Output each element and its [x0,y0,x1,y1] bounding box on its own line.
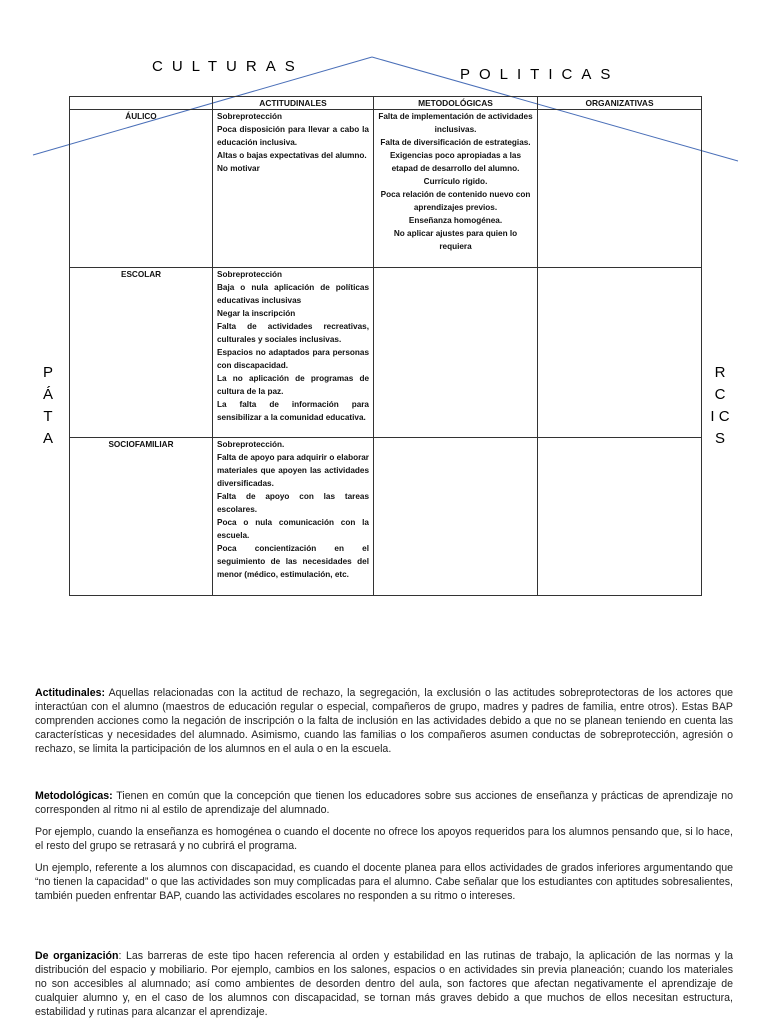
cell-line: Enseñanza homogénea. [408,216,503,225]
note-actitudinales [35,686,733,756]
cell-line: La no aplicación de programas de cultura de la paz. [217,374,369,396]
side-letter: S [714,430,725,447]
cell-aulico-actitudinales [213,110,374,268]
side-letter: A [42,430,53,447]
cell-line: Exigencias poco apropiadas a las etapad de desarrollo del alumno. [389,151,522,173]
text-organizacion: : Las barreras de este tipo hacen referencia al orden y estabilidad en las rutinas de trabajo, la aplicación de las normas y la distribución del espacio y mobiliario. Por ejemplo, cambios en los salones, espacios o en actividades sin previa planeación; cuando los materiales no son accesibles al alumnado; así como ambientes de desorden dentro del aula, son factores que afectan negativamente el aprendizaje de cualquier alumno y, en el caso de los alumnos con discapacidad, se tornan más graves debido a que muchos de ellos necesitan estructura, estabilidad y rutinas para alcanzar el aprendizaje. [35,950,733,1018]
table-header-row [70,97,702,110]
row-label-escolar: ESCOLAR [70,268,213,438]
cell-line: Sobreprotección [217,270,283,279]
table-row-sociofamiliar [70,438,702,596]
cell-aulico-metodologicas [374,110,538,268]
example-2: Un ejemplo, referente a los alumnos con discapacidad, es cuando el docente planea para ellos actividades de grados inferiores argumentando que “no tienen la capacidad” o que las actividades son muy complicadas para el alumno. Cabe señalar que los estudiantes con aptitudes sobresalientes, también pueden enfrentar BAP, cuando las actividades escolares no responden a su ritmo o intereses. [35,862,733,902]
cell-line: Falta de diversificación de estrategias. [380,138,531,147]
cell-line: Falta de apoyo con las tareas escolares. [217,492,369,514]
cell-line: Poca concientización en el seguimiento de las necesidades del menor (médico, estimulación, etc. [217,544,369,579]
cell-escolar-organizativas [538,268,702,438]
header-empty [70,97,213,110]
cell-line: Poca o nula comunicación con la escuela. [217,518,369,540]
cell-line: No motivar [217,164,260,173]
note-metodologicas [35,789,733,903]
cell-line: Sobreprotección [217,112,283,121]
cell-line: Espacios no adaptados para personas con discapacidad. [217,348,369,370]
table-row-aulico [70,110,702,268]
barriers-table [69,96,702,596]
side-letter: Á [42,386,53,403]
cell-line: Poca disposición para llevar a cabo la educación inclusiva. [217,125,369,147]
text-actitudinales: Aquellas relacionadas con la actitud de rechazo, la segregación, la exclusión o las actitudes sobreprotectoras de los actores que interactúan con el alumno (maestros de educación regular o especial, compañeros de grupo, madres y padres de familia, entre otros). Estas BAP comprenden acciones como la negación de inscripción o la falta de inclusión en las actividades debido a que no se planean teniendo en cuenta las características y necesidades del alumnado. Asimismo, cuando las familias o los compañeros asumen conductas de sobreprotección, agresión o rechazo, se limita la participación de los alumnos en el aula o en la escuela. [35,687,733,755]
note-organizacion [35,949,733,1019]
cell-line: Baja o nula aplicación de políticas educativas inclusivas [217,283,369,305]
cell-line: No aplicar ajustes para quien lo requiera [393,229,518,251]
header-organizativas: ORGANIZATIVAS [538,97,702,110]
side-letter: R [714,364,726,381]
side-letter: C [714,386,726,403]
side-letter: I C [710,408,730,425]
term-actitudinales: Actitudinales: [35,687,106,699]
cell-line: Negar la inscripción [217,309,296,318]
header-actitudinales: ACTITUDINALES [213,97,374,110]
example-1: Por ejemplo, cuando la enseñanza es homogénea o cuando el docente no ofrece los apoyos requeridos para los alumnos pensando que, si lo hace, el resto del grupo se retrasará y no cubrirá el programa. [35,826,733,852]
cell-escolar-actitudinales [213,268,374,438]
cell-line: Altas o bajas expectativas del alumno. [217,151,367,160]
cell-sociofamiliar-organizativas [538,438,702,596]
cell-line: Poca relación de contenido nuevo con aprendizajes previos. [380,190,531,212]
side-letter: P [42,364,53,381]
cell-line: Currículo rigido. [423,177,488,186]
cell-line: Falta de implementación de actividades inclusivas. [378,112,533,134]
side-letter: T [43,408,53,425]
text-metodologicas: Tienen en común que la concepción que tienen los educadores sobre sus acciones de enseñanza y prácticas de aprendizaje no corresponden al ritmo ni al estilo de aprendizaje del alumnado. [35,790,733,816]
term-organizacion: De organización [35,950,119,962]
cell-line: Falta de actividades recreativas, culturales y sociales inclusivas. [217,322,369,344]
side-letters-right [700,362,740,450]
cell-line: La falta de información para sensibilizar a la comunidad educativa. [217,400,369,422]
cell-sociofamiliar-metodologicas [374,438,538,596]
heading-culturas: CULTURAS [152,58,304,75]
side-letters-left [40,362,56,450]
row-label-aulico: ÁULICO [70,110,213,268]
cell-line: Sobreprotección. [217,440,285,449]
term-metodologicas: Metodológicas: [35,790,113,802]
cell-aulico-organizativas [538,110,702,268]
header-metodologicas: METODOLÓGICAS [374,97,538,110]
cell-sociofamiliar-actitudinales [213,438,374,596]
heading-politicas: POLITICAS [460,66,620,83]
table-row-escolar [70,268,702,438]
cell-line: Falta de apoyo para adquirir o elaborar materiales que apoyen las actividades diversificadas. [217,453,369,488]
row-label-sociofamiliar: SOCIOFAMILIAR [70,438,213,596]
cell-escolar-metodologicas [374,268,538,438]
